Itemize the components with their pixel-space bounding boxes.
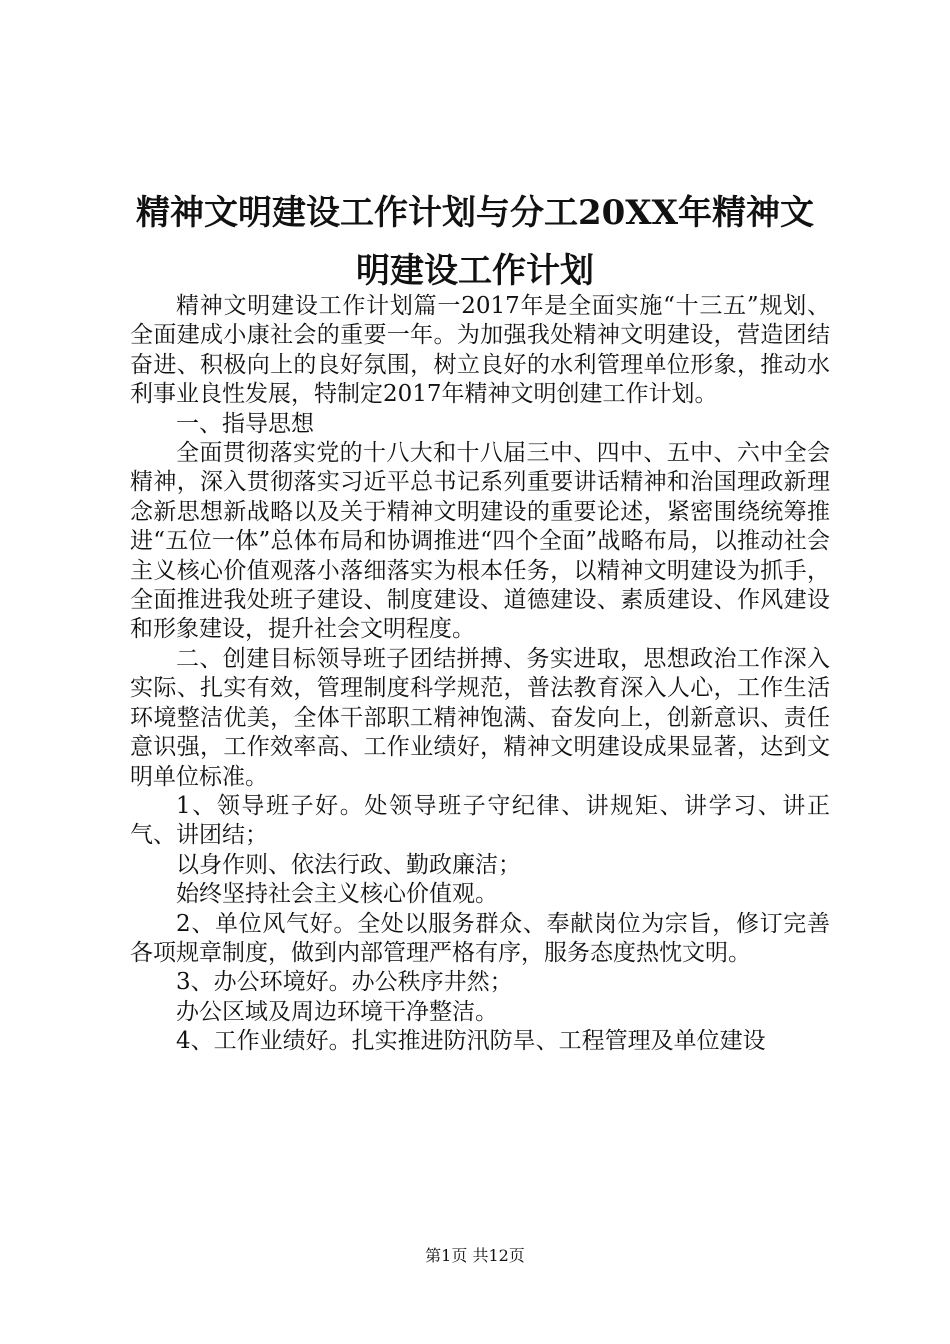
paragraph-intro: 精神文明建设工作计划篇一2017年是全面实施“十三五”规划、全面建成小康社会的重要一年。为加强我处精神文明建设，营造团结奋进、积极向上的良好氛围，树立良好的水利管理单位形象，推动水利事业良性发展，特制定2017年精神文明创建工作计划。 bbox=[130, 293, 830, 408]
paragraph-item-1b: 以身作则、依法行政、勤政廉洁； bbox=[176, 851, 521, 878]
paragraph-guiding-thought: 全面贯彻落实党的十八大和十八届三中、四中、五中、六中全会精神，深入贯彻落实习近平总书记系列重要讲话精神和治国理政新理念新思想新战略以及关于精神文明建设的重要论述，紧密围绕统筹推进“五位一体”总体布局和协调推进“四个全面”战略布局，以推动社会主义核心价值观落小落细落实为根本任务，以精神文明建设为抓手，全面推进我处班子建设、制度建设、道德建设、素质建设、作风建设和形象建设，提升社会文明程度。 bbox=[130, 440, 830, 643]
page-number-footer: 第1页 共12页 bbox=[425, 1246, 525, 1265]
paragraph-goals: 二、创建目标领导班子团结拼搏、务实进取，思想政治工作深入实际、扎实有效，管理制度科学规范，普法教育深入人心，工作生活环境整洁优美，全体干部职工精神饱满、奋发向上，创新意识、责任意识强，工作效率高、工作业绩好，精神文明建设成果显著，达到文明单位标准。 bbox=[130, 645, 830, 790]
paragraph-item-3b: 办公区域及周边环境干净整洁。 bbox=[176, 998, 498, 1025]
paragraph-item-1c: 始终坚持社会主义核心价值观。 bbox=[176, 881, 498, 908]
title-line-2: 明建设工作计划 bbox=[356, 251, 594, 291]
heading-guiding-thought: 一、指导思想 bbox=[176, 410, 314, 437]
document-body bbox=[130, 292, 830, 1057]
title-line-1: 精神文明建设工作计划与分工20XX年精神文 bbox=[135, 193, 815, 233]
paragraph-item-3: 3、办公环境好。办公秩序井然； bbox=[176, 969, 513, 996]
paragraph-item-4: 4、工作业绩好。扎实推进防汛防旱、工程管理及单位建设 bbox=[176, 1028, 766, 1055]
document-title bbox=[100, 184, 850, 300]
paragraph-item-2: 2、单位风气好。全处以服务群众、奉献岗位为宗旨，修订完善各项规章制度，做到内部管理严格有序，服务态度热忱文明。 bbox=[130, 910, 830, 966]
paragraph-item-1: 1、领导班子好。处领导班子守纪律、讲规矩、讲学习、讲正气、讲团结； bbox=[130, 792, 830, 849]
